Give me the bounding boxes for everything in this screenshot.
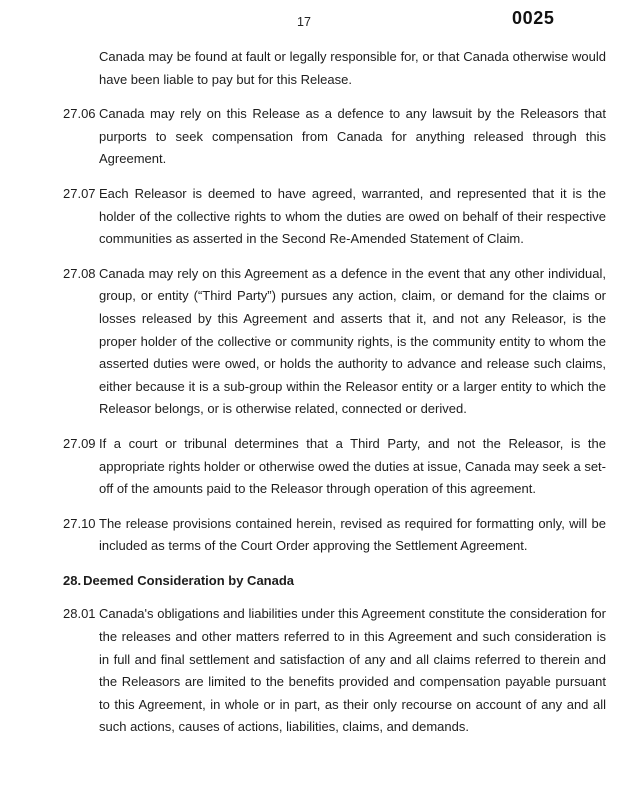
paragraph-text: Canada's obligations and liabilities under this Agreement constitute the consideration for the releases and other matters referred to in this Agreement and such consideration is in full and final settlement and satisfaction of any and all claims referred to therein and the Releasors are limited to the benefits provided and compensation payable pursuant to this Agreement, in whole or in part, as their only recourse on account of any and all such actions, causes of actions, liabilities, claims, and demands. [99, 606, 606, 735]
page-number: 17 [297, 15, 311, 29]
paragraph [63, 103, 606, 171]
paragraph-text: Each Releasor is deemed to have agreed, warranted, and represented that it is the holder of the collective rights to whom the duties are owed on behalf of their respective communities as asserted in the Second Re-Amended Statement of Claim. [99, 185, 606, 247]
paragraph [63, 603, 606, 739]
paragraph [63, 46, 606, 91]
bates-number: 0025 [512, 8, 555, 28]
paragraph-number: 27.07 [63, 185, 96, 201]
paragraph-number: 28.01 [63, 606, 96, 622]
paragraph-text: The release provisions contained herein, revised as required for formatting only, will be included as terms of the Court Order approving the Settlement Agreement. [99, 515, 606, 554]
paragraph-number: 27.08 [63, 265, 96, 281]
paragraph-number: 27.09 [63, 435, 96, 451]
paragraph [63, 183, 606, 251]
paragraph [63, 263, 606, 421]
paragraph-text: Deemed Consideration by Canada [83, 572, 295, 588]
paragraph-number: 27.10 [63, 515, 96, 531]
paragraph-number: 27.06 [63, 106, 96, 122]
paragraph-text: Canada may rely on this Agreement as a defence in the event that any other individual, group, or entity (“Third Party”) pursues any action, claim, or demand for the claims or losses released by this Agreement and asserts that it, and not any Releasor, is the proper holder of the collective or community rights, is the community entity to whom the asserted duties were owed, or holds the authority to advance and release such claims, either because it is a sub-group within the Releasor entity or a larger entity to which the Releasor belongs, or is otherwise related, connected or derived. [99, 265, 606, 417]
paragraph-text: Canada may be found at fault or legally responsible for, or that Canada otherwise would have been liable to pay but for this Release. [99, 49, 606, 87]
section-heading [63, 570, 606, 593]
document-body [63, 46, 606, 751]
paragraph [63, 433, 606, 501]
paragraph-text: Canada may rely on this Release as a defence to any lawsuit by the Releasors that purports to seek compensation from Canada for anything released through this Agreement. [99, 106, 606, 167]
paragraph [63, 513, 606, 558]
paragraph-text: If a court or tribunal determines that a Third Party, and not the Releasor, is the appropriate rights holder or otherwise owed the duties at issue, Canada may seek a set-off of the amounts paid to the Releasor through operation of this agreement. [99, 435, 606, 497]
paragraph-number: 28. [63, 572, 82, 588]
